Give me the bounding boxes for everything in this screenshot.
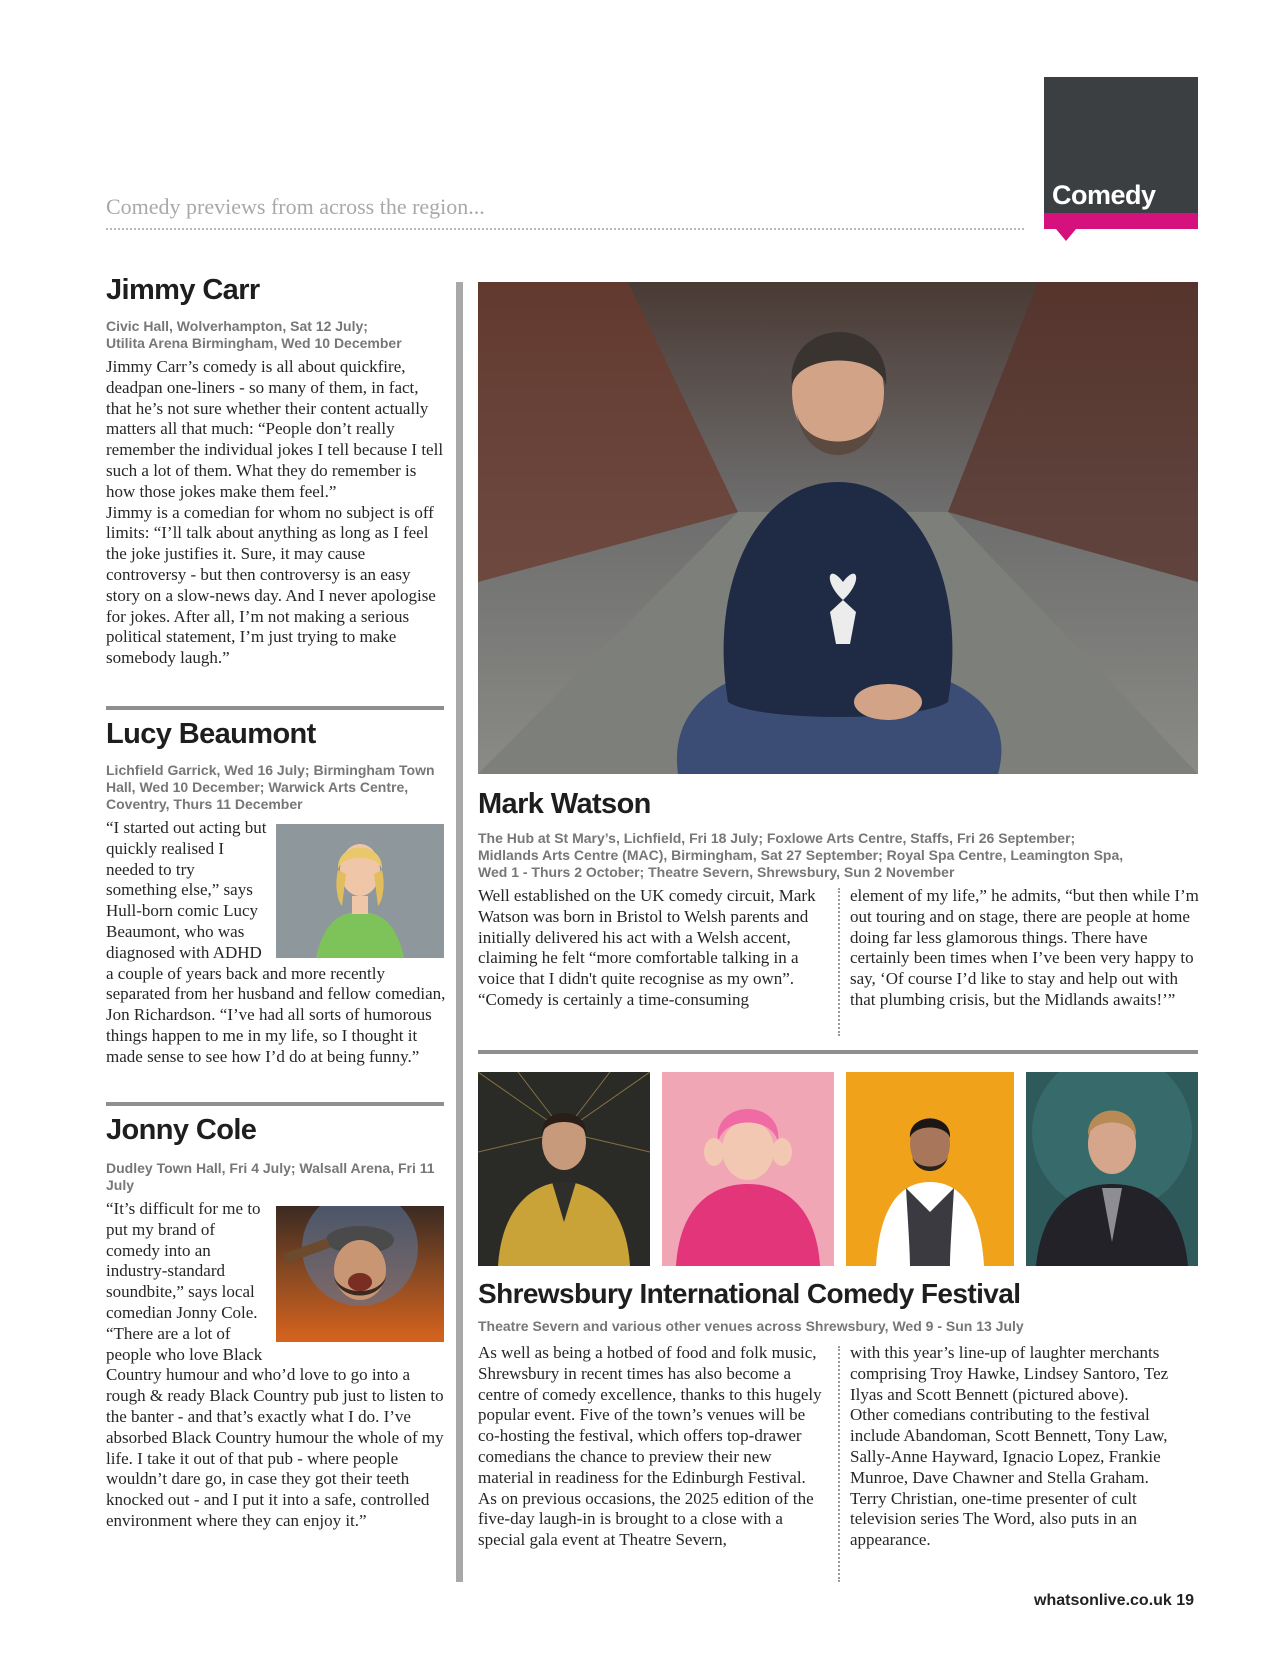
- article-body-mark-watson-col1: [478, 886, 822, 1011]
- paragraph: “It’s difficult for me to put my brand of comedy into an industry-standard soundbite,” says local comedian Jonny Cole. “There are a lot of people who love Black Country humour and who’d love to go into a rough & ready Black Country pub just to listen to the banter - and that’s exactly what I do. I’ve absorbed Black Country humour the whole of my life. I take it out of that pub - where people wouldn’t dare go, in case they got their teeth knocked out - and I put it into a safe, controlled environment where they can enjoy it.”: [106, 1199, 444, 1530]
- photo-text-wrap: [268, 1207, 446, 1345]
- article-body-lucy-beaumont: [106, 818, 446, 1068]
- article-title-jimmy-carr: Jimmy Carr: [106, 274, 260, 306]
- venue-line: Midlands Arts Centre (MAC), Birmingham, Sat 27 September; Royal Spa Centre, Leamington Spa,: [478, 847, 1124, 863]
- venue-line: Wed 1 - Thurs 2 October; Theatre Severn, Shrewsbury, Sun 2 November: [478, 864, 955, 880]
- article-title-mark-watson: Mark Watson: [478, 788, 651, 820]
- article-title-shrewsbury-festival: Shrewsbury International Comedy Festival: [478, 1278, 1021, 1309]
- section-label: Comedy: [1052, 180, 1156, 210]
- section-divider: [106, 706, 444, 710]
- paragraph: “Comedy is certainly a time-consuming: [478, 989, 749, 1009]
- paragraph: “I started out acting but quickly realised I needed to try something else,” says Hull-born comic Lucy Beaumont, who was diagnosed with ADHD a couple of years back and more recently separated from her husband and fellow comedian, Jon Richardson. “I’ve had all sorts of humorous things happen to me in my life, so I thought it made sense to see how I’d do at being funny.”: [106, 818, 446, 1066]
- section-divider: [478, 1050, 1198, 1054]
- venue-line: Civic Hall, Wolverhampton, Sat 12 July;: [106, 318, 368, 334]
- paragraph: Jimmy is a comedian for whom no subject is off limits: “I’ll talk about anything as long as I feel the joke justifies it. Sure, it may cause controversy - but then controversy is an easy story on a slow-news day. And I never apologise for jokes. After all, I’m not making a serious political statement, I’m just trying to make somebody laugh.”: [106, 502, 436, 668]
- column-divider: [838, 888, 840, 1036]
- page-folio: whatsonlive.co.uk 19: [1034, 1592, 1195, 1609]
- comedian-photo-teal: [1026, 1072, 1198, 1266]
- venue-line: The Hub at St Mary’s, Lichfield, Fri 18 July; Foxlowe Arts Centre, Staffs, Fri 26 September;: [478, 830, 1076, 846]
- article-body-festival-col2: [850, 1343, 1200, 1551]
- section-pointer-icon: [1056, 229, 1076, 241]
- paragraph: Jimmy Carr’s comedy is all about quickfire, deadpan one-liners - so many of them, in fact, that he’s not sure whether their content actually matters all that much: “People don’t really remember the individual jokes I tell because I tell such a lot of them. What they do remember is how those jokes make them feel.”: [106, 357, 444, 501]
- header-divider: [106, 228, 1024, 230]
- article-body-jonny-cole: [106, 1199, 446, 1532]
- page-tagline: Comedy previews from across the region...: [106, 194, 485, 219]
- comedian-photo-gold-suit: [478, 1072, 650, 1266]
- article-venue-shrewsbury-festival: Theatre Severn and various other venues across Shrewsbury, Wed 9 - Sun 13 July: [478, 1318, 1024, 1334]
- venue-line: Utilita Arena Birmingham, Wed 10 December: [106, 335, 402, 351]
- column-divider: [456, 282, 463, 1582]
- article-title-lucy-beaumont: Lucy Beaumont: [106, 718, 316, 750]
- article-venue-jimmy-carr: [106, 318, 446, 352]
- section-tab: [1044, 77, 1198, 229]
- mark-watson-photo: [478, 282, 1198, 774]
- paragraph: element of my life,” he admits, “but then while I’m out touring and on stage, there are people at home doing far less glamorous things. There have certainly been times when I’ve been very happy to say, ‘Of course I’d like to stay and help out with that plumbing crisis, but the Midlands awaits!’”: [850, 886, 1199, 1009]
- comedian-photo-orange: [846, 1072, 1014, 1266]
- article-body-festival-col1: [478, 1343, 822, 1551]
- paragraph: As well as being a hotbed of food and folk music, Shrewsbury in recent times has also become a centre of comedy excellence, thanks to this hugely popular event. Five of the town’s venues will be co-hosting the festival, which offers top-drawer comedians the chance to preview their new material in readiness for the Edinburgh Festival.: [478, 1343, 822, 1487]
- photo-text-wrap: [268, 826, 446, 962]
- article-body-jimmy-carr: [106, 357, 446, 669]
- article-body-mark-watson-col2: [850, 886, 1200, 1011]
- paragraph: Well established on the UK comedy circuit, Mark Watson was born in Bristol to Welsh parents and initially delivered his act with a Welsh accent, claiming he felt “more comfortable talking in a voice that I didn't quite recognise as my own”.: [478, 886, 816, 989]
- article-venue-mark-watson: [478, 830, 1200, 881]
- comedian-photo-pink: [662, 1072, 834, 1266]
- paragraph: Terry Christian, one-time presenter of cult television series The Word, also puts in an appearance.: [850, 1488, 1137, 1550]
- article-title-jonny-cole: Jonny Cole: [106, 1114, 257, 1146]
- section-divider: [106, 1102, 444, 1106]
- paragraph: As on previous occasions, the 2025 edition of the five-day laugh-in is brought to a close with a special gala event at Theatre Severn,: [478, 1488, 814, 1550]
- article-venue-lucy-beaumont: Lichfield Garrick, Wed 16 July; Birmingham Town Hall, Wed 10 December; Warwick Arts Centre, Coventry, Thurs 11 December: [106, 762, 435, 812]
- paragraph: Other comedians contributing to the festival include Abandoman, Scott Bennett, Tony Law, Sally-Anne Hayward, Ignacio Lopez, Frankie Munroe, Dave Chawner and Stella Graham.: [850, 1405, 1168, 1487]
- column-divider: [838, 1346, 840, 1582]
- section-accent-bar: [1044, 213, 1198, 229]
- paragraph: with this year’s line-up of laughter merchants comprising Troy Hawke, Lindsey Santoro, Tez Ilyas and Scott Bennett (pictured above).: [850, 1343, 1169, 1404]
- article-venue-jonny-cole: Dudley Town Hall, Fri 4 July; Walsall Arena, Fri 11 July: [106, 1160, 435, 1193]
